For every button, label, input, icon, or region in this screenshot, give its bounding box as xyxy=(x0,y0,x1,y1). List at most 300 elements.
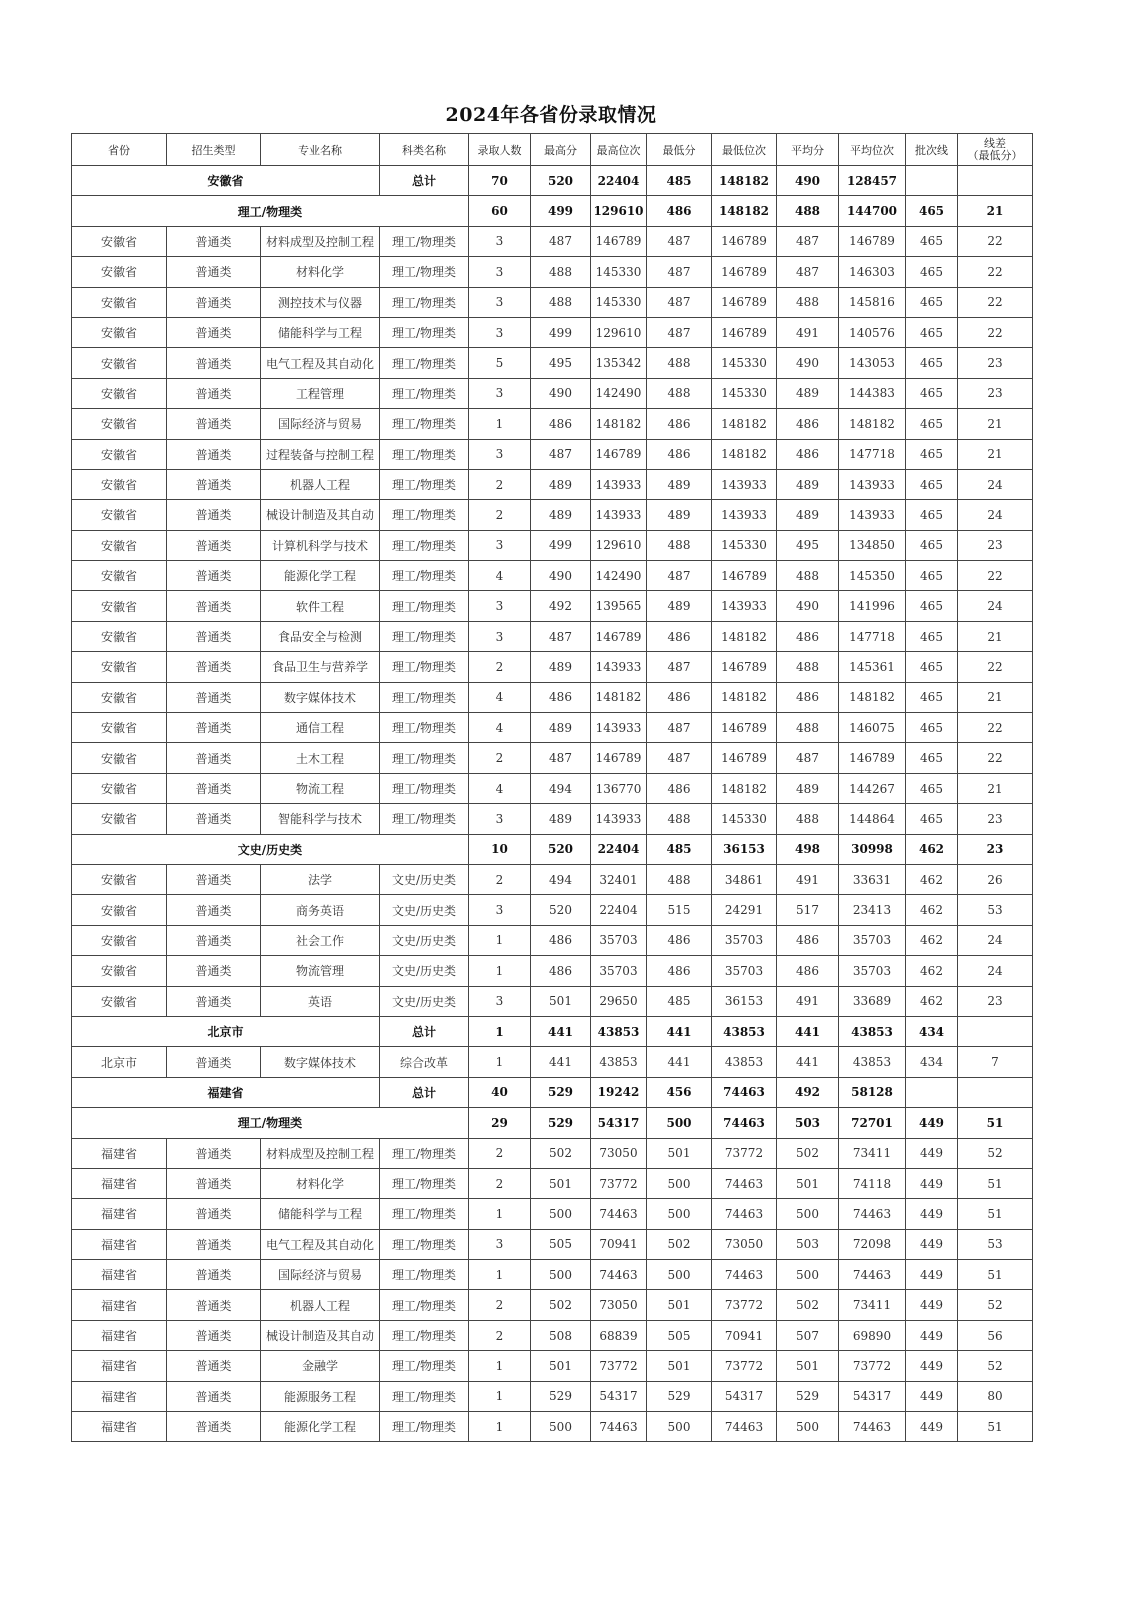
cell-line-diff: 21 xyxy=(958,409,1033,439)
cell-max-score: 489 xyxy=(531,500,591,530)
cell-max-score: 500 xyxy=(531,1412,591,1442)
cell-min-rank: 73772 xyxy=(712,1290,777,1320)
cell-batch-line xyxy=(906,166,958,196)
cell-avg-score: 491 xyxy=(777,864,839,894)
cell-count: 3 xyxy=(469,530,531,560)
cell-avg-rank: 144864 xyxy=(839,804,906,834)
cell-province: 福建省 xyxy=(72,1199,167,1229)
cell-province: 安徽省 xyxy=(72,743,167,773)
cell-avg-score: 503 xyxy=(777,1229,839,1259)
cell-count: 2 xyxy=(469,1138,531,1168)
cell-province: 福建省 xyxy=(72,1168,167,1198)
cell-max-score: 529 xyxy=(531,1381,591,1411)
cell-min-rank: 74463 xyxy=(712,1168,777,1198)
table-row xyxy=(72,652,1033,682)
cell-max-score: 520 xyxy=(531,166,591,196)
cell-min-rank: 54317 xyxy=(712,1381,777,1411)
cell-major: 材料成型及控制工程 xyxy=(261,226,380,256)
cell-max-score: 487 xyxy=(531,621,591,651)
cell-max-rank: 143933 xyxy=(591,500,647,530)
cell-category: 文史/历史类 xyxy=(380,956,469,986)
cell-avg-rank: 134850 xyxy=(839,530,906,560)
cell-avg-score: 489 xyxy=(777,773,839,803)
cell-province: 福建省 xyxy=(72,1229,167,1259)
cell-min-rank: 73772 xyxy=(712,1351,777,1381)
cell-avg-rank: 147718 xyxy=(839,621,906,651)
cell-major: 测控技术与仪器 xyxy=(261,287,380,317)
cell-batch-line: 465 xyxy=(906,561,958,591)
category-subtotal-row xyxy=(72,834,1033,864)
cell-line-diff: 23 xyxy=(958,348,1033,378)
cell-min-score: 488 xyxy=(647,530,712,560)
table-row xyxy=(72,561,1033,591)
cell-max-score: 495 xyxy=(531,348,591,378)
cell-province: 安徽省 xyxy=(72,317,167,347)
cell-province: 安徽省 xyxy=(72,378,167,408)
cell-enroll-type: 普通类 xyxy=(167,287,261,317)
cell-avg-rank: 72701 xyxy=(839,1108,906,1138)
cell-category: 理工/物理类 xyxy=(380,317,469,347)
cell-count: 3 xyxy=(469,591,531,621)
cell-avg-score: 490 xyxy=(777,591,839,621)
cell-min-rank: 146789 xyxy=(712,652,777,682)
cell-enroll-type: 普通类 xyxy=(167,743,261,773)
cell-province: 福建省 xyxy=(72,1138,167,1168)
cell-province: 安徽省 xyxy=(72,287,167,317)
cell-line-diff: 22 xyxy=(958,317,1033,347)
province-total-row xyxy=(72,1016,1033,1046)
cell-max-rank: 129610 xyxy=(591,196,647,226)
category-subtotal-label: 理工/物理类 xyxy=(72,196,469,226)
cell-avg-rank: 72098 xyxy=(839,1229,906,1259)
cell-count: 2 xyxy=(469,652,531,682)
table-row xyxy=(72,713,1033,743)
cell-enroll-type: 普通类 xyxy=(167,895,261,925)
cell-max-rank: 29650 xyxy=(591,986,647,1016)
col-header-line-diff-line1: 线差 xyxy=(984,136,1006,150)
cell-category: 理工/物理类 xyxy=(380,713,469,743)
cell-max-score: 494 xyxy=(531,773,591,803)
cell-major: 计算机科学与技术 xyxy=(261,530,380,560)
cell-category: 理工/物理类 xyxy=(380,682,469,712)
cell-min-score: 500 xyxy=(647,1260,712,1290)
cell-min-rank: 148182 xyxy=(712,621,777,651)
total-label: 总计 xyxy=(380,1016,469,1046)
cell-max-rank: 136770 xyxy=(591,773,647,803)
cell-count: 3 xyxy=(469,1229,531,1259)
cell-batch-line: 462 xyxy=(906,925,958,955)
col-header-category: 科类名称 xyxy=(380,134,469,166)
cell-major: 械设计制造及其自动 xyxy=(261,500,380,530)
table-row xyxy=(72,439,1033,469)
cell-max-score: 486 xyxy=(531,925,591,955)
cell-count: 1 xyxy=(469,409,531,439)
admission-table xyxy=(71,133,1033,1442)
col-header-max-rank: 最高位次 xyxy=(591,134,647,166)
cell-province: 安徽省 xyxy=(72,226,167,256)
cell-category: 理工/物理类 xyxy=(380,1229,469,1259)
cell-province: 福建省 xyxy=(72,1260,167,1290)
cell-avg-rank: 145350 xyxy=(839,561,906,591)
cell-major: 社会工作 xyxy=(261,925,380,955)
table-row xyxy=(72,956,1033,986)
cell-min-score: 486 xyxy=(647,621,712,651)
cell-max-score: 441 xyxy=(531,1016,591,1046)
cell-min-rank: 145330 xyxy=(712,348,777,378)
cell-min-rank: 148182 xyxy=(712,682,777,712)
cell-province: 安徽省 xyxy=(72,591,167,621)
cell-max-rank: 145330 xyxy=(591,287,647,317)
cell-category: 理工/物理类 xyxy=(380,621,469,651)
cell-enroll-type: 普通类 xyxy=(167,1047,261,1077)
cell-max-score: 520 xyxy=(531,834,591,864)
cell-min-score: 500 xyxy=(647,1168,712,1198)
cell-max-rank: 73050 xyxy=(591,1290,647,1320)
cell-count: 4 xyxy=(469,682,531,712)
table-row xyxy=(72,287,1033,317)
cell-province: 安徽省 xyxy=(72,773,167,803)
cell-min-rank: 74463 xyxy=(712,1077,777,1107)
cell-batch-line: 462 xyxy=(906,895,958,925)
cell-line-diff: 22 xyxy=(958,287,1033,317)
cell-count: 2 xyxy=(469,1320,531,1350)
cell-category: 文史/历史类 xyxy=(380,986,469,1016)
cell-province: 福建省 xyxy=(72,1351,167,1381)
cell-max-rank: 73772 xyxy=(591,1168,647,1198)
cell-min-score: 489 xyxy=(647,591,712,621)
cell-max-rank: 43853 xyxy=(591,1016,647,1046)
cell-count: 4 xyxy=(469,561,531,591)
cell-batch-line: 465 xyxy=(906,226,958,256)
table-row xyxy=(72,743,1033,773)
cell-avg-rank: 146789 xyxy=(839,226,906,256)
cell-count: 1 xyxy=(469,925,531,955)
cell-enroll-type: 普通类 xyxy=(167,500,261,530)
cell-min-score: 441 xyxy=(647,1016,712,1046)
cell-province: 福建省 xyxy=(72,1381,167,1411)
cell-category: 理工/物理类 xyxy=(380,1290,469,1320)
cell-min-score: 486 xyxy=(647,925,712,955)
cell-enroll-type: 普通类 xyxy=(167,226,261,256)
table-row xyxy=(72,1260,1033,1290)
cell-avg-rank: 146075 xyxy=(839,713,906,743)
cell-category: 理工/物理类 xyxy=(380,773,469,803)
cell-min-score: 529 xyxy=(647,1381,712,1411)
cell-min-rank: 74463 xyxy=(712,1260,777,1290)
cell-max-rank: 54317 xyxy=(591,1108,647,1138)
cell-category: 理工/物理类 xyxy=(380,1168,469,1198)
cell-province: 安徽省 xyxy=(72,864,167,894)
col-header-min-score: 最低分 xyxy=(647,134,712,166)
cell-min-score: 486 xyxy=(647,682,712,712)
cell-province: 安徽省 xyxy=(72,500,167,530)
cell-avg-score: 486 xyxy=(777,621,839,651)
cell-enroll-type: 普通类 xyxy=(167,864,261,894)
cell-min-score: 487 xyxy=(647,257,712,287)
cell-count: 3 xyxy=(469,317,531,347)
cell-batch-line: 465 xyxy=(906,621,958,651)
cell-max-rank: 146789 xyxy=(591,439,647,469)
cell-province: 安徽省 xyxy=(72,895,167,925)
cell-min-rank: 143933 xyxy=(712,500,777,530)
cell-major: 软件工程 xyxy=(261,591,380,621)
cell-count: 40 xyxy=(469,1077,531,1107)
cell-avg-score: 491 xyxy=(777,317,839,347)
cell-avg-rank: 74463 xyxy=(839,1260,906,1290)
cell-avg-rank: 145361 xyxy=(839,652,906,682)
cell-major: 英语 xyxy=(261,986,380,1016)
cell-line-diff xyxy=(958,1077,1033,1107)
cell-province: 安徽省 xyxy=(72,804,167,834)
province-total-label: 北京市 xyxy=(72,1016,380,1046)
cell-line-diff xyxy=(958,1016,1033,1046)
cell-count: 2 xyxy=(469,743,531,773)
table-body xyxy=(72,166,1033,1442)
cell-category: 理工/物理类 xyxy=(380,226,469,256)
cell-avg-score: 492 xyxy=(777,1077,839,1107)
table-row xyxy=(72,500,1033,530)
cell-province: 安徽省 xyxy=(72,956,167,986)
cell-count: 3 xyxy=(469,804,531,834)
cell-count: 2 xyxy=(469,500,531,530)
cell-count: 60 xyxy=(469,196,531,226)
cell-min-score: 488 xyxy=(647,864,712,894)
cell-min-rank: 36153 xyxy=(712,986,777,1016)
table-row xyxy=(72,591,1033,621)
cell-avg-score: 502 xyxy=(777,1138,839,1168)
cell-max-score: 508 xyxy=(531,1320,591,1350)
cell-avg-rank: 144700 xyxy=(839,196,906,226)
cell-avg-score: 487 xyxy=(777,226,839,256)
cell-max-rank: 74463 xyxy=(591,1199,647,1229)
cell-avg-rank: 43853 xyxy=(839,1016,906,1046)
cell-line-diff: 52 xyxy=(958,1351,1033,1381)
cell-min-score: 487 xyxy=(647,287,712,317)
cell-major: 能源化学工程 xyxy=(261,1412,380,1442)
cell-category: 理工/物理类 xyxy=(380,287,469,317)
cell-avg-score: 489 xyxy=(777,500,839,530)
table-row xyxy=(72,864,1033,894)
cell-batch-line: 465 xyxy=(906,804,958,834)
cell-avg-score: 490 xyxy=(777,348,839,378)
cell-batch-line: 465 xyxy=(906,317,958,347)
cell-min-rank: 36153 xyxy=(712,834,777,864)
table-header-row xyxy=(72,134,1033,166)
cell-enroll-type: 普通类 xyxy=(167,1351,261,1381)
cell-min-rank: 24291 xyxy=(712,895,777,925)
cell-max-score: 499 xyxy=(531,196,591,226)
cell-major: 机器人工程 xyxy=(261,1290,380,1320)
cell-avg-rank: 43853 xyxy=(839,1047,906,1077)
cell-category: 理工/物理类 xyxy=(380,257,469,287)
cell-min-score: 486 xyxy=(647,409,712,439)
cell-min-score: 486 xyxy=(647,439,712,469)
cell-enroll-type: 普通类 xyxy=(167,986,261,1016)
cell-category: 理工/物理类 xyxy=(380,561,469,591)
cell-avg-score: 486 xyxy=(777,682,839,712)
cell-avg-rank: 147718 xyxy=(839,439,906,469)
cell-province: 安徽省 xyxy=(72,621,167,651)
cell-max-rank: 129610 xyxy=(591,530,647,560)
cell-batch-line: 449 xyxy=(906,1108,958,1138)
cell-min-rank: 146789 xyxy=(712,257,777,287)
cell-enroll-type: 普通类 xyxy=(167,409,261,439)
cell-max-score: 505 xyxy=(531,1229,591,1259)
cell-category: 理工/物理类 xyxy=(380,1260,469,1290)
cell-count: 1 xyxy=(469,956,531,986)
cell-batch-line: 465 xyxy=(906,469,958,499)
cell-max-rank: 74463 xyxy=(591,1412,647,1442)
col-header-line-diff-line2: （最低分） xyxy=(967,148,1023,162)
cell-min-score: 487 xyxy=(647,652,712,682)
cell-max-score: 502 xyxy=(531,1138,591,1168)
cell-category: 理工/物理类 xyxy=(380,743,469,773)
cell-avg-rank: 73411 xyxy=(839,1290,906,1320)
cell-max-score: 489 xyxy=(531,469,591,499)
cell-enroll-type: 普通类 xyxy=(167,1320,261,1350)
cell-max-rank: 54317 xyxy=(591,1381,647,1411)
cell-avg-score: 487 xyxy=(777,743,839,773)
cell-major: 商务英语 xyxy=(261,895,380,925)
cell-min-score: 487 xyxy=(647,743,712,773)
cell-count: 4 xyxy=(469,713,531,743)
cell-min-rank: 145330 xyxy=(712,804,777,834)
cell-min-rank: 148182 xyxy=(712,196,777,226)
cell-count: 1 xyxy=(469,1381,531,1411)
page-title: 2024年各省份录取情况 xyxy=(445,104,657,126)
cell-line-diff: 23 xyxy=(958,378,1033,408)
cell-batch-line: 434 xyxy=(906,1047,958,1077)
cell-max-score: 487 xyxy=(531,226,591,256)
cell-major: 电气工程及其自动化 xyxy=(261,1229,380,1259)
cell-max-score: 502 xyxy=(531,1290,591,1320)
cell-min-score: 486 xyxy=(647,773,712,803)
cell-line-diff: 22 xyxy=(958,257,1033,287)
cell-enroll-type: 普通类 xyxy=(167,561,261,591)
cell-max-rank: 35703 xyxy=(591,925,647,955)
table-row xyxy=(72,378,1033,408)
cell-line-diff: 21 xyxy=(958,621,1033,651)
cell-max-score: 489 xyxy=(531,652,591,682)
cell-batch-line: 465 xyxy=(906,287,958,317)
cell-batch-line: 465 xyxy=(906,378,958,408)
col-header-major: 专业名称 xyxy=(261,134,380,166)
cell-avg-rank: 128457 xyxy=(839,166,906,196)
cell-avg-score: 486 xyxy=(777,925,839,955)
cell-batch-line: 449 xyxy=(906,1351,958,1381)
col-header-count: 录取人数 xyxy=(469,134,531,166)
cell-enroll-type: 普通类 xyxy=(167,1381,261,1411)
cell-batch-line: 449 xyxy=(906,1260,958,1290)
cell-major: 金融学 xyxy=(261,1351,380,1381)
cell-province: 安徽省 xyxy=(72,561,167,591)
cell-province: 安徽省 xyxy=(72,652,167,682)
cell-max-rank: 22404 xyxy=(591,166,647,196)
province-total-row xyxy=(72,166,1033,196)
cell-min-score: 487 xyxy=(647,561,712,591)
cell-batch-line: 465 xyxy=(906,530,958,560)
cell-count: 3 xyxy=(469,378,531,408)
cell-enroll-type: 普通类 xyxy=(167,317,261,347)
cell-avg-score: 486 xyxy=(777,956,839,986)
cell-enroll-type: 普通类 xyxy=(167,773,261,803)
cell-min-score: 456 xyxy=(647,1077,712,1107)
cell-line-diff: 52 xyxy=(958,1138,1033,1168)
cell-max-score: 489 xyxy=(531,804,591,834)
cell-avg-score: 502 xyxy=(777,1290,839,1320)
cell-enroll-type: 普通类 xyxy=(167,1168,261,1198)
cell-count: 3 xyxy=(469,226,531,256)
table-row xyxy=(72,1199,1033,1229)
cell-enroll-type: 普通类 xyxy=(167,1290,261,1320)
cell-major: 国际经济与贸易 xyxy=(261,1260,380,1290)
cell-line-diff: 51 xyxy=(958,1168,1033,1198)
cell-avg-score: 488 xyxy=(777,713,839,743)
cell-line-diff: 24 xyxy=(958,500,1033,530)
cell-max-rank: 139565 xyxy=(591,591,647,621)
cell-batch-line xyxy=(906,1077,958,1107)
cell-major: 数字媒体技术 xyxy=(261,682,380,712)
cell-batch-line: 462 xyxy=(906,834,958,864)
cell-line-diff: 51 xyxy=(958,1412,1033,1442)
cell-avg-rank: 143933 xyxy=(839,469,906,499)
table-row xyxy=(72,469,1033,499)
cell-min-rank: 34861 xyxy=(712,864,777,894)
cell-count: 10 xyxy=(469,834,531,864)
province-total-row xyxy=(72,1077,1033,1107)
cell-max-score: 488 xyxy=(531,287,591,317)
cell-min-rank: 73772 xyxy=(712,1138,777,1168)
cell-line-diff: 24 xyxy=(958,956,1033,986)
table-row xyxy=(72,1290,1033,1320)
cell-min-score: 441 xyxy=(647,1047,712,1077)
table-row xyxy=(72,1381,1033,1411)
col-header-batch-line: 批次线 xyxy=(906,134,958,166)
category-subtotal-label: 理工/物理类 xyxy=(72,1108,469,1138)
cell-max-rank: 145330 xyxy=(591,257,647,287)
cell-max-score: 529 xyxy=(531,1108,591,1138)
cell-min-rank: 146789 xyxy=(712,317,777,347)
cell-enroll-type: 普通类 xyxy=(167,804,261,834)
cell-batch-line: 449 xyxy=(906,1381,958,1411)
cell-line-diff: 21 xyxy=(958,439,1033,469)
cell-count: 3 xyxy=(469,621,531,651)
cell-category: 理工/物理类 xyxy=(380,469,469,499)
cell-enroll-type: 普通类 xyxy=(167,469,261,499)
cell-avg-score: 507 xyxy=(777,1320,839,1350)
col-header-avg-rank: 平均位次 xyxy=(839,134,906,166)
cell-batch-line: 465 xyxy=(906,500,958,530)
cell-max-rank: 142490 xyxy=(591,561,647,591)
cell-min-score: 486 xyxy=(647,196,712,226)
cell-min-rank: 73050 xyxy=(712,1229,777,1259)
cell-enroll-type: 普通类 xyxy=(167,591,261,621)
cell-max-score: 486 xyxy=(531,409,591,439)
cell-category: 理工/物理类 xyxy=(380,500,469,530)
cell-line-diff: 24 xyxy=(958,469,1033,499)
cell-line-diff: 22 xyxy=(958,743,1033,773)
cell-max-rank: 22404 xyxy=(591,834,647,864)
cell-min-score: 501 xyxy=(647,1290,712,1320)
cell-line-diff: 51 xyxy=(958,1108,1033,1138)
cell-line-diff: 21 xyxy=(958,773,1033,803)
table-row xyxy=(72,1320,1033,1350)
cell-avg-rank: 69890 xyxy=(839,1320,906,1350)
cell-batch-line: 465 xyxy=(906,713,958,743)
cell-province: 安徽省 xyxy=(72,409,167,439)
cell-max-rank: 143933 xyxy=(591,713,647,743)
cell-count: 2 xyxy=(469,1290,531,1320)
